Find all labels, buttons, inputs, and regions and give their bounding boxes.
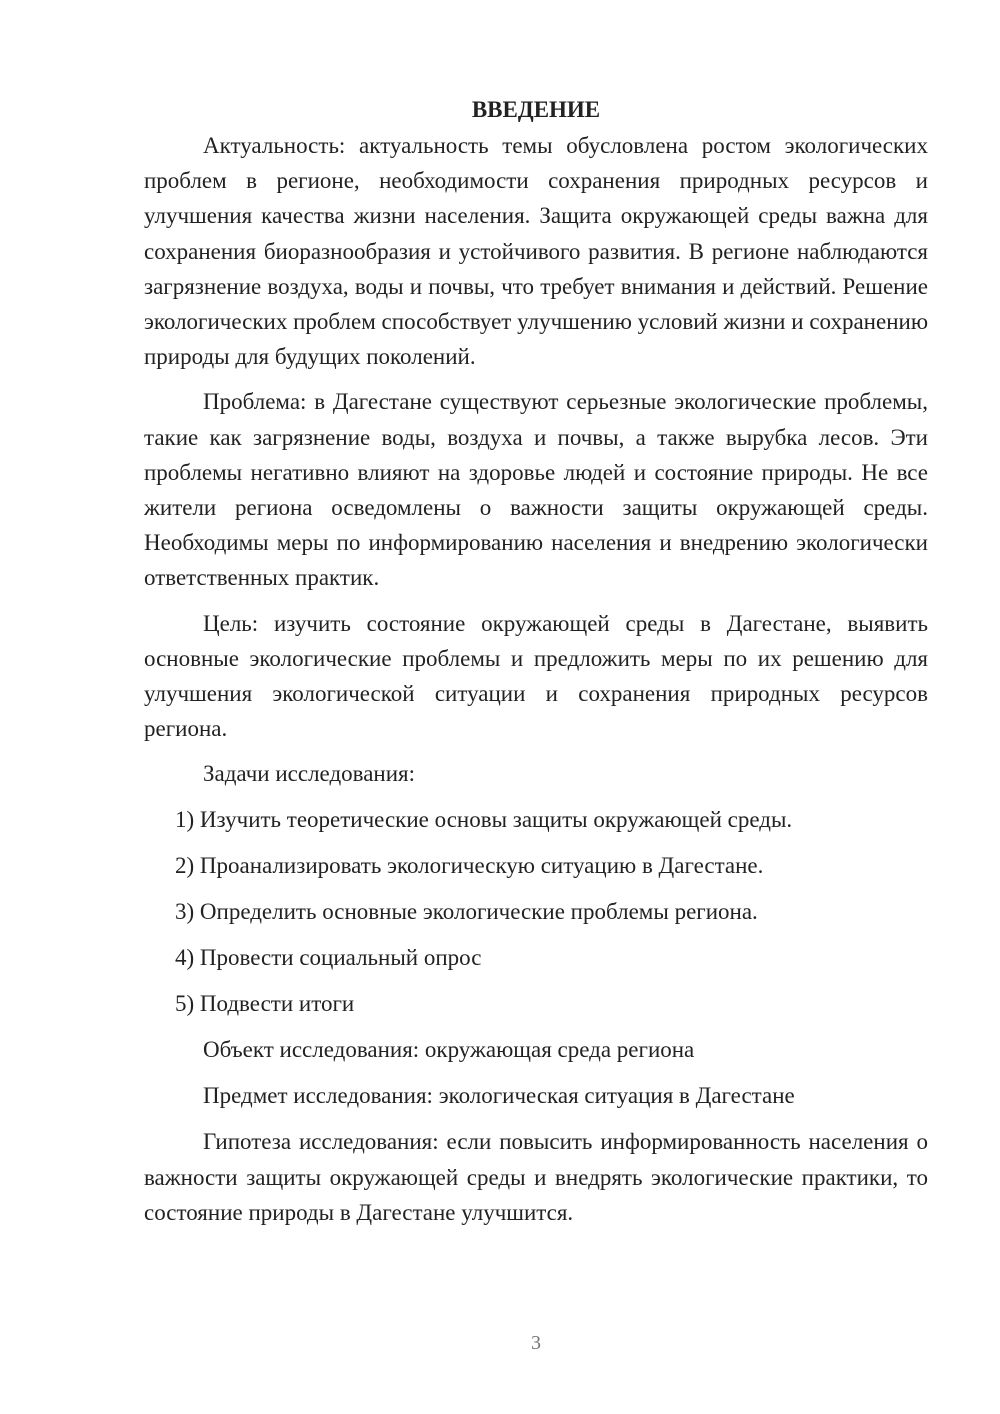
goal-paragraph: Цель: изучить состояние окружающей среды в Дагестане, выявить основные экологические проблемы и предложить меры по их решению для улучшения экологической ситуации и сохранения природных ресурсов региона. [144, 610, 928, 742]
research-subject: Предмет исследования: экологическая ситуация в Дагестане [203, 1083, 795, 1109]
task-item: 2) Проанализировать экологическую ситуацию в Дагестане. [175, 853, 764, 879]
task-item: 5) Подвести итоги [175, 991, 355, 1017]
document-body [144, 94, 928, 1230]
task-item: 3) Определить основные экологические проблемы региона. [175, 899, 758, 925]
problem-paragraph: Проблема: в Дагестане существуют серьезные экологические проблемы, такие как загрязнение воды, воздуха и почвы, а также вырубка лесов. Эти проблемы негативно влияют на здоровье людей и состояние природы. Не все жители региона осведомлены о важности защиты окружающей среды. Необходимы меры по информированию населения и внедрению экологически ответственных практик. [144, 389, 928, 591]
hypothesis-paragraph: Гипотеза исследования: если повысить информированность населения о важности защиты окружающей среды и внедрять экологические практики, то состояние природы в Дагестане улучшится. [144, 1129, 928, 1225]
section-heading: ВВЕДЕНИЕ [471, 97, 601, 122]
task-item: 4) Провести социальный опрос [175, 945, 482, 971]
tasks-title: Задачи исследования: [203, 761, 416, 787]
tasks-list [144, 802, 928, 1022]
relevance-paragraph: Актуальность: актуальность темы обусловлена ростом экологических проблем в регионе, необходимости сохранения природных ресурсов и улучшения качества жизни населения. Защита окружающей среды важна для сохранения биоразнообразия и устойчивого развития. В регионе наблюдаются загрязнение воздуха, воды и почвы, что требует внимания и действий. Решение экологических проблем способствует улучшению условий жизни и сохранению природы для будущих поколений. [144, 133, 928, 370]
page-number: 3 [531, 1332, 541, 1354]
task-item: 1) Изучить теоретические основы защиты окружающей среды. [175, 807, 793, 833]
research-object: Объект исследования: окружающая среда региона [203, 1037, 695, 1063]
